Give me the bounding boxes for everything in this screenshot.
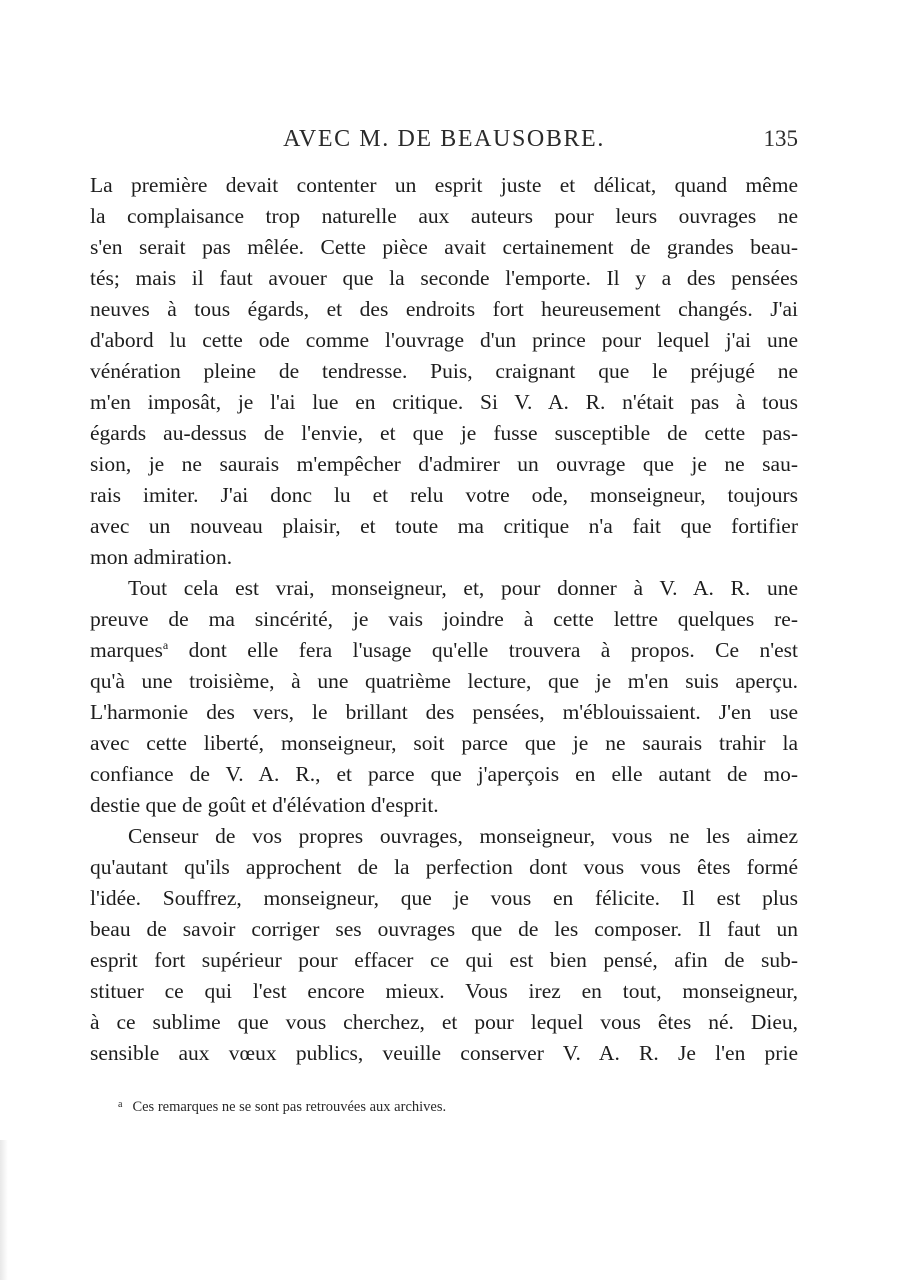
page-edge-shadow [0,1140,8,1280]
text-line: s'en serait pas mêlée. Cette pièce avait certainement de grandes beau- [90,235,798,259]
text-line: l'idée. Souffrez, monseigneur, que je vous en félicite. Il est plus [90,886,798,910]
text-line: mon admiration. [90,545,233,569]
text-line: L'harmonie des vers, le brillant des pensées, m'éblouissaient. J'en use [90,700,798,724]
text-line: m'en imposât, je l'ai lue en critique. Si V. A. R. n'était pas à tous [90,390,798,414]
text-line: qu'à une troisième, à une quatrième lecture, que je m'en suis aperçu. [90,669,798,693]
text-line: sensible aux vœux publics, veuille conserver V. A. R. Je l'en prie [90,1041,798,1065]
text-line: d'abord lu cette ode comme l'ouvrage d'un prince pour lequel j'ai une [90,328,798,352]
text-line: preuve de ma sincérité, je vais joindre à cette lettre quelques re- [90,607,798,631]
footnote-text: Ces remarques ne se sont pas retrouvées aux archives. [132,1099,447,1115]
page-number: 135 [763,126,798,151]
footnote [118,1095,446,1117]
paragraph [90,821,798,1069]
paragraph [90,573,798,821]
text-line: neuves à tous égards, et des endroits fort heureusement changés. J'ai [90,297,798,321]
text-line: Tout cela est vrai, monseigneur, et, pour donner à V. A. R. une [128,576,798,600]
text-line: Censeur de vos propres ouvrages, monseigneur, vous ne les aimez [128,824,798,848]
text-line: esprit fort supérieur pour effacer ce qui est bien pensé, afin de sub- [90,948,798,972]
text-line: destie que de goût et d'élévation d'esprit. [90,793,439,817]
body-text [90,170,798,1069]
text-line: sion, je ne saurais m'empêcher d'admirer un ouvrage que je ne sau- [90,452,798,476]
text-line: vénération pleine de tendresse. Puis, craignant que le préjugé ne [90,359,798,383]
text-line: beau de savoir corriger ses ouvrages que de les composer. Il faut un [90,917,798,941]
text-line: stituer ce qui l'est encore mieux. Vous irez en tout, monseigneur, [90,979,798,1003]
text-line-with-note [90,635,798,666]
running-head: AVEC M. DE BEAUSOBRE. [283,126,605,152]
text-line: qu'autant qu'ils approchent de la perfection dont vous vous êtes formé [90,855,798,879]
page-header [90,124,798,154]
paragraph [90,170,798,573]
text-fragment: marques [90,638,163,662]
text-line: avec un nouveau plaisir, et toute ma critique n'a fait que fortifier [90,514,798,538]
footnote-marker: a [162,638,169,652]
text-fragment: dont elle fera l'usage qu'elle trouvera à propos. Ce n'est [168,638,798,662]
text-line: avec cette liberté, monseigneur, soit parce que je ne saurais trahir la [90,731,798,755]
footnote-mark: a [118,1099,123,1110]
text-line: la complaisance trop naturelle aux auteurs pour leurs ouvrages ne [90,204,798,228]
text-line: à ce sublime que vous cherchez, et pour lequel vous êtes né. Dieu, [90,1010,798,1034]
text-line: rais imiter. J'ai donc lu et relu votre ode, monseigneur, toujours [90,483,798,507]
text-line: tés; mais il faut avouer que la seconde l'emporte. Il y a des pensées [90,266,798,290]
text-line: confiance de V. A. R., et parce que j'aperçois en elle autant de mo- [90,762,798,786]
text-line: La première devait contenter un esprit juste et délicat, quand même [90,173,798,197]
text-line: égards au-dessus de l'envie, et que je fusse susceptible de cette pas- [90,421,798,445]
